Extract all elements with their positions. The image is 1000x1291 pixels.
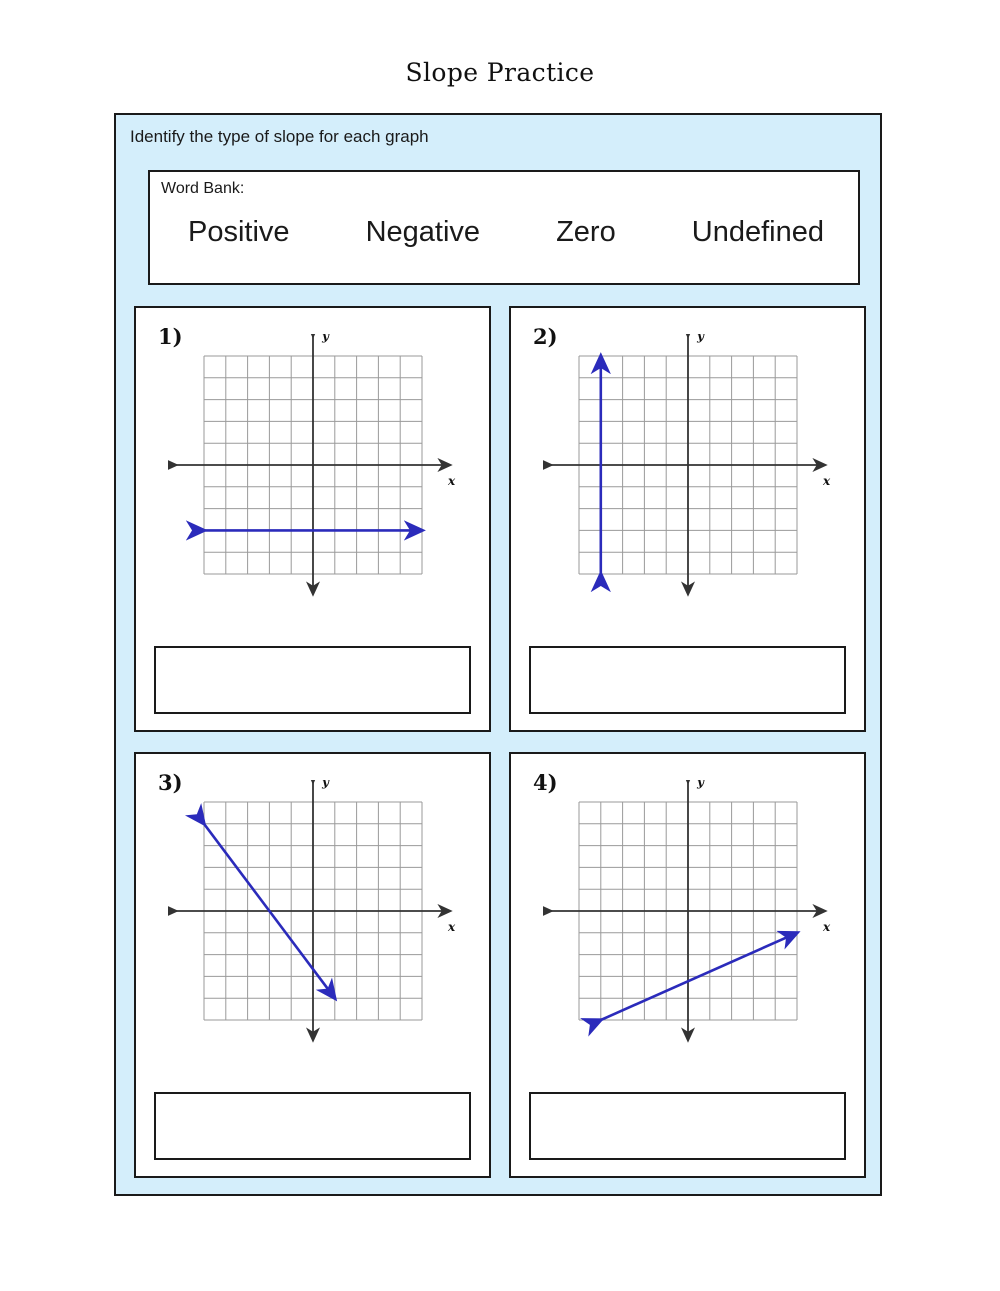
svg-text:y: y xyxy=(696,334,704,343)
answer-box-1[interactable] xyxy=(154,646,471,714)
answer-box-2[interactable] xyxy=(529,646,846,714)
word-bank xyxy=(148,170,860,285)
problem-grid xyxy=(134,306,866,1178)
problem-number-2: 2) xyxy=(533,324,558,349)
graph-2 xyxy=(543,334,833,606)
problem-number-4: 4) xyxy=(533,770,558,795)
word-bank-label: Word Bank: xyxy=(161,180,245,197)
svg-text:y: y xyxy=(321,334,329,343)
word-bank-term-positive: Positive xyxy=(188,216,290,248)
svg-text:y: y xyxy=(696,780,704,789)
word-bank-term-undefined: Undefined xyxy=(691,216,824,248)
problem-number-1: 1) xyxy=(158,324,183,349)
word-bank-terms xyxy=(150,216,862,249)
word-bank-term-negative: Negative xyxy=(365,216,481,248)
answer-box-4[interactable] xyxy=(529,1092,846,1160)
graph-3 xyxy=(168,780,458,1052)
problem-card-3 xyxy=(134,752,491,1178)
svg-text:x: x xyxy=(447,474,455,488)
graph-4 xyxy=(543,780,833,1052)
problem-card-1 xyxy=(134,306,491,732)
svg-text:x: x xyxy=(822,920,830,934)
page-title: Slope Practice xyxy=(405,58,595,87)
instruction-text: Identify the type of slope for each graph xyxy=(130,127,429,146)
word-bank-term-zero: Zero xyxy=(556,216,616,248)
graph-1 xyxy=(168,334,458,606)
problem-number-3: 3) xyxy=(158,770,183,795)
svg-text:x: x xyxy=(447,920,455,934)
svg-text:x: x xyxy=(822,474,830,488)
problem-card-4 xyxy=(509,752,866,1178)
answer-box-3[interactable] xyxy=(154,1092,471,1160)
problem-card-2 xyxy=(509,306,866,732)
worksheet-panel xyxy=(114,113,882,1196)
svg-text:y: y xyxy=(321,780,329,789)
